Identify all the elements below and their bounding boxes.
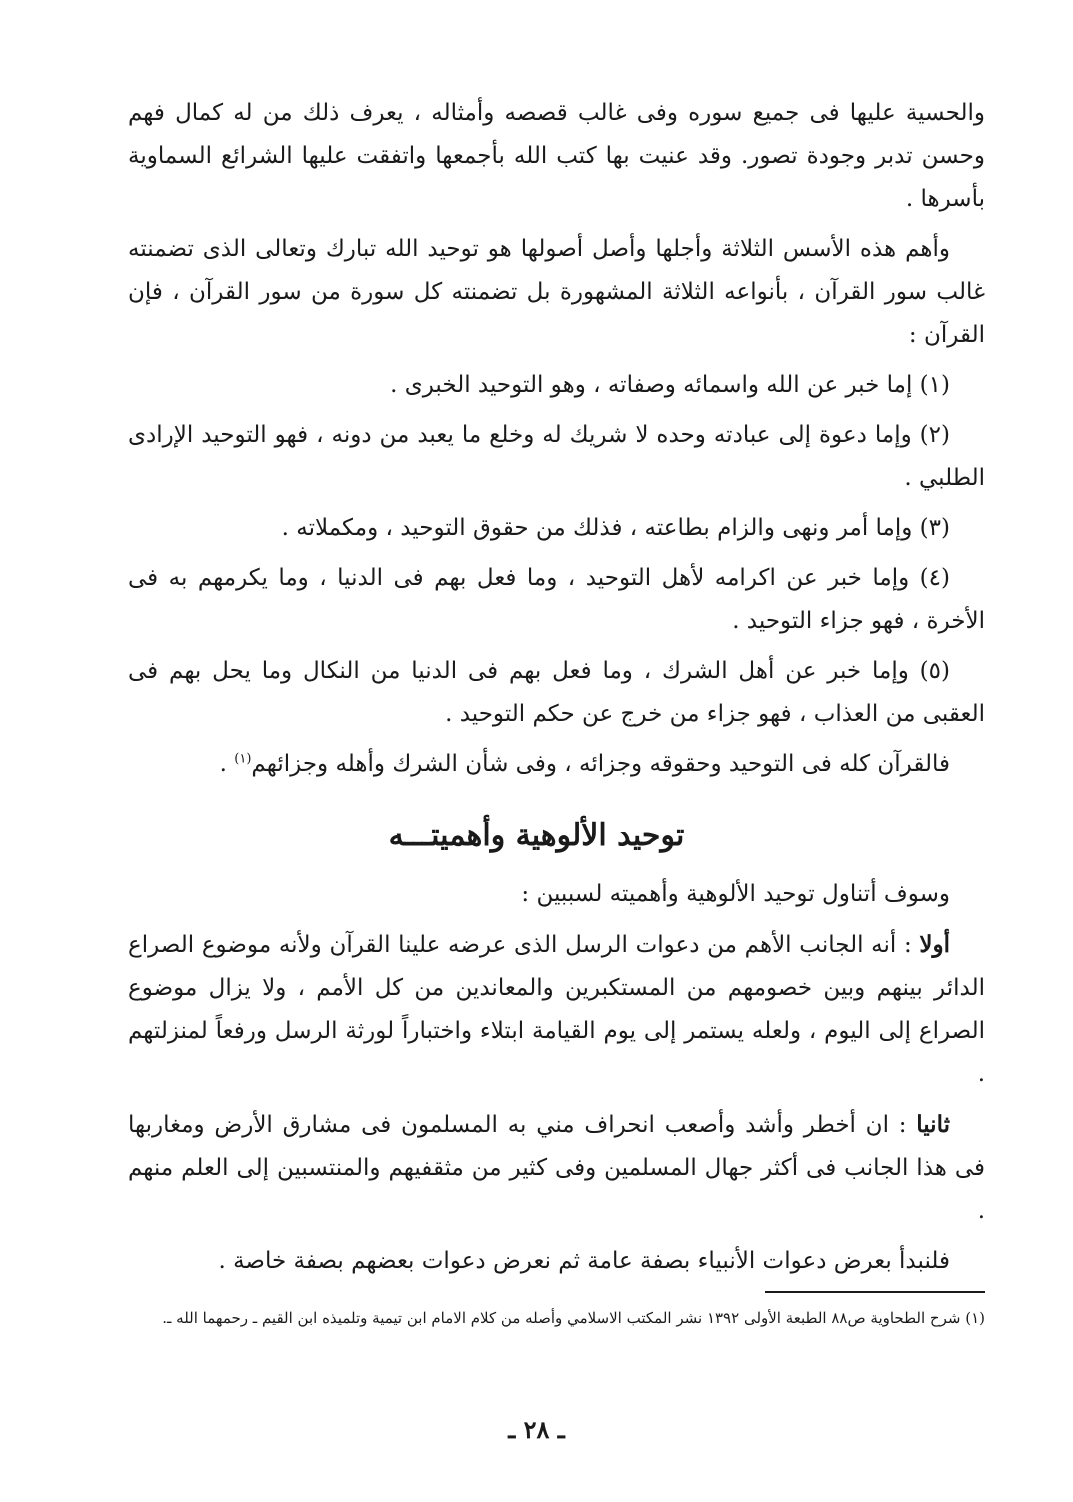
paragraph-quran-summary xyxy=(128,743,985,786)
list-item-5: (٥) وإما خبر عن أهل الشرك ، وما فعل بهم فى الدنيا من النكال وما يحل بهم فى العقبى من العذاب ، فهو جزاء من خرج عن حكم التوحيد . xyxy=(128,658,985,727)
footnote-text: (١) شرح الطحاوية ص٨٨ الطبعة الأولى ١٣٩٢ نشر المكتب الاسلامي وأصله من كلام الامام ابن تيمية وتلميذه ابن القيم ـ رحمهما الله ـ. xyxy=(162,1309,985,1327)
reason-second xyxy=(128,1103,985,1233)
reason-first-label: أولا xyxy=(919,931,950,958)
section-text-block xyxy=(128,873,985,1290)
list-item-3: (٣) وإما أمر ونهى والزام بطاعته ، فذلك من حقوق التوحيد ، ومكملاته . xyxy=(281,515,950,541)
section-heading: توحيد الألوهية وأهميتـــه xyxy=(388,818,685,853)
reason-second-label: ثانيا xyxy=(916,1111,950,1138)
reason-second-text: : ان أخطر وأشد وأصعب انحراف مني به المسلمون فى مشارق الأرض ومغاربها فى هذا الجانب فى أكثر جهال المسلمين وفى كثير من مثقفيهم والمنتسبين إلى العلم منهم . xyxy=(128,1112,985,1224)
paragraph-senses: والحسية عليها فى جميع سوره وفى غالب قصصه وأمثاله ، يعرف ذلك من له كمال فهم وحسن تدبر وجودة تصور. وقد عنيت بها كتب الله بأجمعها واتفقت عليها الشرائع السماوية بأسرها . xyxy=(128,100,985,212)
section-closing: فلنبدأ بعرض دعوات الأنبياء بصفة عامة ثم نعرض دعوات بعضهم بصفة خاصة . xyxy=(218,1248,950,1274)
footnote-divider xyxy=(765,1291,985,1293)
page-number: ـ ٢٨ ـ xyxy=(508,1415,565,1444)
summary-text: فالقرآن كله فى التوحيد وحقوقه وجزائه ، وفى شأن الشرك وأهله وجزائهم xyxy=(251,751,950,777)
top-text-block xyxy=(128,92,985,793)
reason-first-text: : أنه الجانب الأهم من دعوات الرسل الذى عرضه علينا القرآن ولأنه موضوع الصراع الدائر بينهم وبين خصومهم من المستكبرين والمعاندين من كل الأمم ، ولا يزال موضوع الصراع إلى اليوم ، ولعله يستمر إلى يوم القيامة ابتلاء واختباراً لورثة الرسل ورفعاً لمنزلتهم . xyxy=(128,932,985,1087)
section-intro: وسوف أتناول توحيد الألوهية وأهميته لسببين : xyxy=(521,881,950,907)
list-item-2: (٢) وإما دعوة إلى عبادته وحده لا شريك له وخلع ما يعبد من دونه ، فهو التوحيد الإرادى الطلبي . xyxy=(128,422,985,491)
list-item-1: (١) إما خبر عن الله واسمائه وصفاته ، وهو التوحيد الخبرى . xyxy=(390,372,950,398)
footnote-marker[interactable]: (١) xyxy=(234,751,252,767)
reason-first xyxy=(128,923,985,1096)
list-item-4: (٤) وإما خبر عن اكرامه لأهل التوحيد ، وما فعل بهم فى الدنيا ، وما يكرمهم به فى الأخرة ، فهو جزاء التوحيد . xyxy=(128,565,985,634)
paragraph-foundations: وأهم هذه الأسس الثلاثة وأجلها وأصل أصولها هو توحيد الله تبارك وتعالى الذى تضمنته غالب سور القرآن ، بأنواعه الثلاثة المشهورة بل تضمنته كل سورة من سور القرآن ، فإن القرآن : xyxy=(128,236,985,348)
summary-end: . xyxy=(219,751,227,777)
